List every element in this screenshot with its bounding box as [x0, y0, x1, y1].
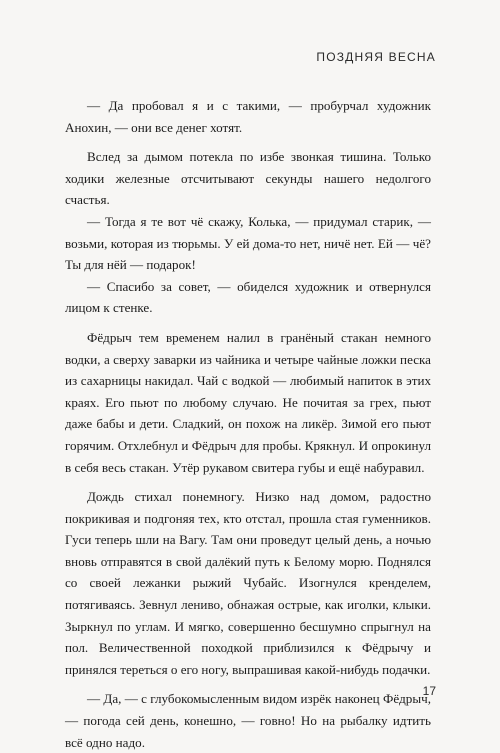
paragraph: — Спасибо за совет, — обиделся художник и отвернулся лицом к стенке.	[65, 278, 431, 316]
paragraph: Фёдрыч тем временем налил в гранёный стакан немного водки, а сверху заварки из чайника и четыре чайные ложки песка из сахарницы накидал. Чай с водкой — любимый напиток в этих краях. Его пьют по любому случаю. Не почитая за грех, пьют даже бабы и дети. Сладкий, он похож на ликёр. Зимой его пьют горячим. Отхлебнул и Фёдрыч для пробы. Крякнул. И опрокинул в себя весь стакан. Утёр рукавом свитера губы и ещё набуравил.	[65, 329, 431, 475]
paragraph: — Да, — с глубокомысленным видом изрёк наконец Фёдрыч, — погода сей день, конешно, — говно! Но на рыбалку идтить всё одно надо.	[65, 691, 431, 750]
running-head: ПОЗДНЯЯ ВЕСНА	[316, 50, 436, 64]
paragraph: Вслед за дымом потекла по избе звонкая тишина. Только ходики железные отсчитывают секунды нашего недолгого счастья.	[65, 149, 431, 208]
paragraph: — Да пробовал я и с такими, — пробурчал художник Анохин, — они все денег хотят.	[65, 98, 431, 135]
page-number: 17	[422, 684, 436, 698]
paragraph: — Тогда я те вот чё скажу, Колька, — придумал старик, — возьми, которая из тюрьмы. У ей дома-то нет, ничё нет. Ей — чё? Ты для нёй — подарок!	[65, 213, 431, 273]
body-text	[65, 95, 431, 753]
paragraph: Дождь стихал понемногу. Низко над домом, радостно покрикивая и подгоняя тех, кто отстал, прошла стая гуменников. Гуси теперь шли на Вагу. Там они проведут целый день, а ночью вновь отправятся в свой далёкий путь к Белому морю. Поднялся со своей лежанки рыжий Чубайс. Изогнулся кренделем, потягиваясь. Зевнул лениво, обнажая острые, как иголки, клыки. Зыркнул по углам. И мягко, совершенно бесшумно спрыгнул на пол. Величественной походкой приблизился к Фёдрычу и принялся тереться о его ногу, выпрашивая какой-нибудь подачки.	[65, 489, 431, 677]
